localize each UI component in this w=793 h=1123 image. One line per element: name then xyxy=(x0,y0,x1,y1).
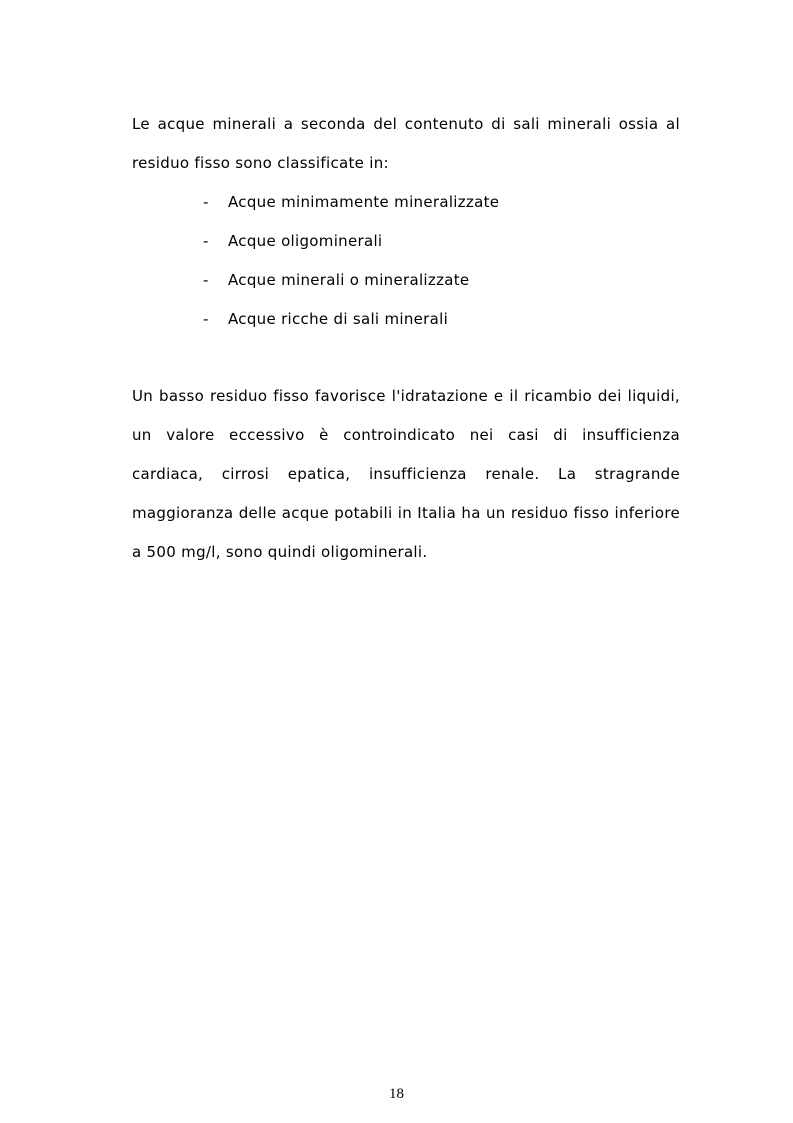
body-paragraph: Un basso residuo fisso favorisce l'idratazione e il ricambio dei liquidi, un valore eccessivo è controindicato nei casi di insufficienza cardiaca, cirrosi epatica, insufficienza renale. La stragrande maggioranza delle acque potabili in Italia ha un residuo fisso inferiore a 500 mg/l, sono quindi oligominerali. xyxy=(132,387,680,561)
list-marker: - xyxy=(203,232,209,250)
list-item-text: Acque minimamente mineralizzate xyxy=(228,193,500,211)
intro-paragraph: Le acque minerali a seconda del contenuto di sali minerali ossia al residuo fisso sono classificate in: xyxy=(132,115,680,172)
list-item-text: Acque ricche di sali minerali xyxy=(228,310,449,328)
list-item-text: Acque oligominerali xyxy=(228,232,383,250)
list-item-text: Acque minerali o mineralizzate xyxy=(228,271,470,289)
list-marker: - xyxy=(203,310,209,328)
list-marker: - xyxy=(203,193,209,211)
list-marker: - xyxy=(203,271,209,289)
page-number: 18 xyxy=(389,1086,404,1102)
